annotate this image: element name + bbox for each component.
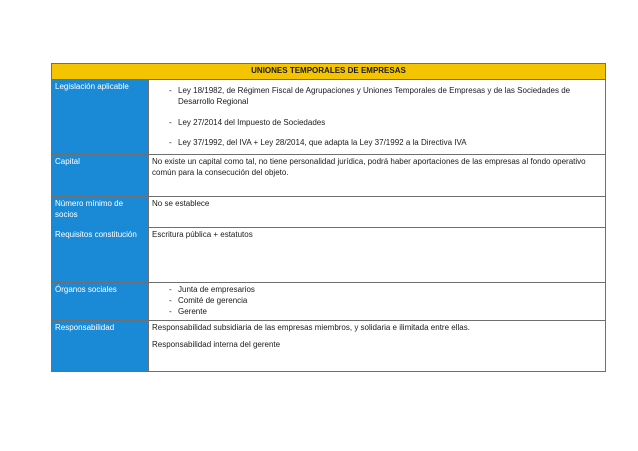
value-legislacion (149, 80, 606, 155)
row-responsabilidad (52, 320, 606, 371)
responsabilidad-text-2: Responsabilidad interna del gerente (152, 340, 281, 350)
label-organos: Órganos sociales (52, 283, 149, 320)
label-responsabilidad: Responsabilidad (52, 320, 149, 371)
list-item: - Gerente (169, 307, 602, 318)
table-title: UNIONES TEMPORALES DE EMPRESAS (52, 64, 606, 80)
title-row (52, 64, 606, 80)
value-socios: No se establece (149, 197, 606, 228)
row-organos (52, 283, 606, 320)
value-responsabilidad (149, 320, 606, 371)
organos-list (152, 285, 602, 317)
label-legislacion: Legislación aplicable (52, 80, 149, 155)
row-capital (52, 155, 606, 197)
legislacion-list (152, 86, 602, 149)
value-capital: No existe un capital como tal, no tiene personalidad jurídica, podrá haber aportaciones de las empresas al fondo operativo común para la consecución del objeto. (149, 155, 606, 197)
list-item: - Comité de gerencia (169, 296, 602, 307)
ute-table (51, 63, 606, 372)
responsabilidad-text-1: Responsabilidad subsidiaria de las empresas miembros, y solidaria e ilimitada entre ellas. (152, 322, 470, 332)
list-item: - Ley 27/2014 del Impuesto de Sociedades (169, 118, 602, 129)
row-requisitos (52, 228, 606, 283)
list-item: - Junta de empresarios (169, 285, 602, 296)
value-organos (149, 283, 606, 320)
row-socios (52, 197, 606, 228)
label-capital: Capital (52, 155, 149, 197)
label-requisitos: Requisitos constitución (52, 228, 149, 283)
value-requisitos: Escritura pública + estatutos (149, 228, 606, 283)
list-item: - Ley 18/1982, de Régimen Fiscal de Agrupaciones y Uniones Temporales de Empresas y de las Sociedades de Desarrollo Regional (169, 86, 602, 108)
label-socios: Número mínimo de socios (52, 197, 149, 228)
list-item: - Ley 37/1992, del IVA + Ley 28/2014, que adapta la Ley 37/1992 a la Directiva IVA (169, 138, 602, 149)
row-legislacion (52, 80, 606, 155)
